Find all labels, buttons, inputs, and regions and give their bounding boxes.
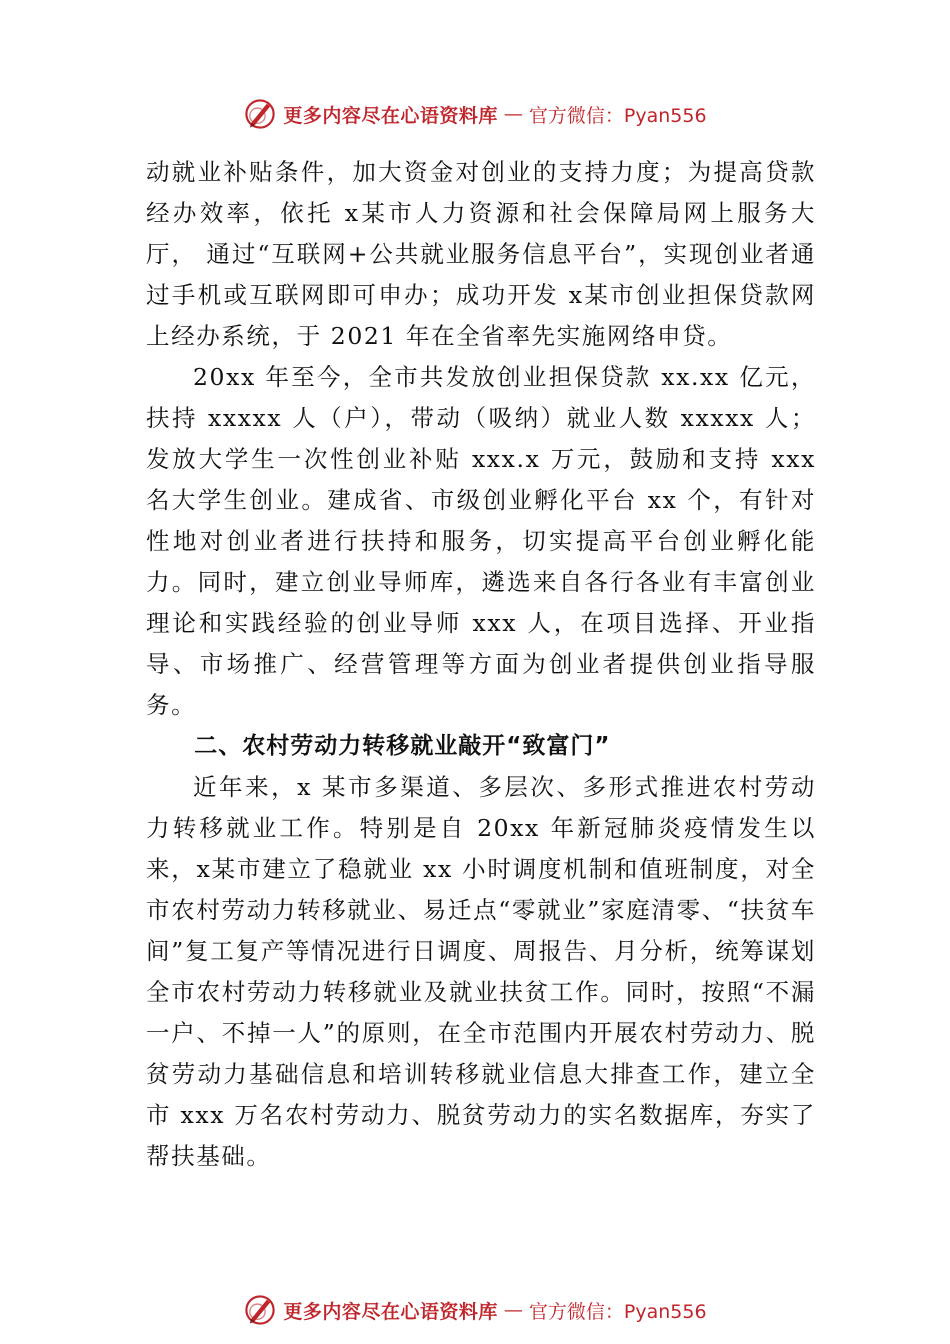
header-banner <box>0 94 950 134</box>
header-brand-text: 更多内容尽在心语资料库 <box>283 104 498 127</box>
footer-banner <box>0 1290 950 1330</box>
pen-logo-icon <box>243 1293 277 1327</box>
footer-brand-text: 更多内容尽在心语资料库 <box>283 1300 498 1323</box>
footer-separator: — <box>503 1299 523 1321</box>
document-body <box>146 152 816 1177</box>
header-wechat-text: 官方微信：Pyan556 <box>528 104 707 127</box>
paragraph-3: 近年来，x 某市多渠道、多层次、多形式推进农村劳动力转移就业工作。特别是自 20xx 年新冠肺炎疫情发生以来，x某市建立了稳就业 xx 小时调度机制和值班制度，对全市农村劳动力转移就业、易迁点“零就业”家庭清零、“扶贫车间”复工复产等情况进行日调度、周报告、月分析，统筹谋划全市农村劳动力转移就业及就业扶贫工作。同时，按照“不漏一户、不掉一人”的原则，在全市范围内开展农村劳动力、脱贫劳动力基础信息和培训转移就业信息大排查工作，建立全市 xxx 万名农村劳动力、脱贫劳动力的实名数据库，夯实了帮扶基础。 <box>146 773 816 1170</box>
paragraph-1: 动就业补贴条件，加大资金对创业的支持力度；为提高贷款经办效率，依托 x某市人力资源和社会保障局网上服务大厅， 通过“互联网+公共就业服务信息平台”，实现创业者通过手机或互联网即可申办；成功开发 x某市创业担保贷款网上经办系统，于 2021 年在全省率先实施网络申贷。 <box>146 158 816 350</box>
header-separator: — <box>503 103 523 125</box>
paragraph-2: 20xx 年至今，全市共发放创业担保贷款 xx.xx 亿元，扶持 xxxxx 人（户），带动（吸纳）就业人数 xxxxx 人；发放大学生一次性创业补贴 xxx.x 万元，鼓励和支持 xxx 名大学生创业。建成省、市级创业孵化平台 xx 个，有针对性地对创业者进行扶持和服务，切实提高平台创业孵化能力。同时，建立创业导师库，遴选来自各行各业有丰富创业理论和实践经验的创业导师 xxx 人，在项目选择、开业指导、市场推广、经营管理等方面为创业者提供创业指导服务。 <box>146 363 816 719</box>
section-heading-2: 二、农村劳动力转移就业敲开“致富门” <box>194 733 611 759</box>
pen-logo-icon <box>243 97 277 131</box>
footer-wechat-text: 官方微信：Pyan556 <box>528 1300 707 1323</box>
